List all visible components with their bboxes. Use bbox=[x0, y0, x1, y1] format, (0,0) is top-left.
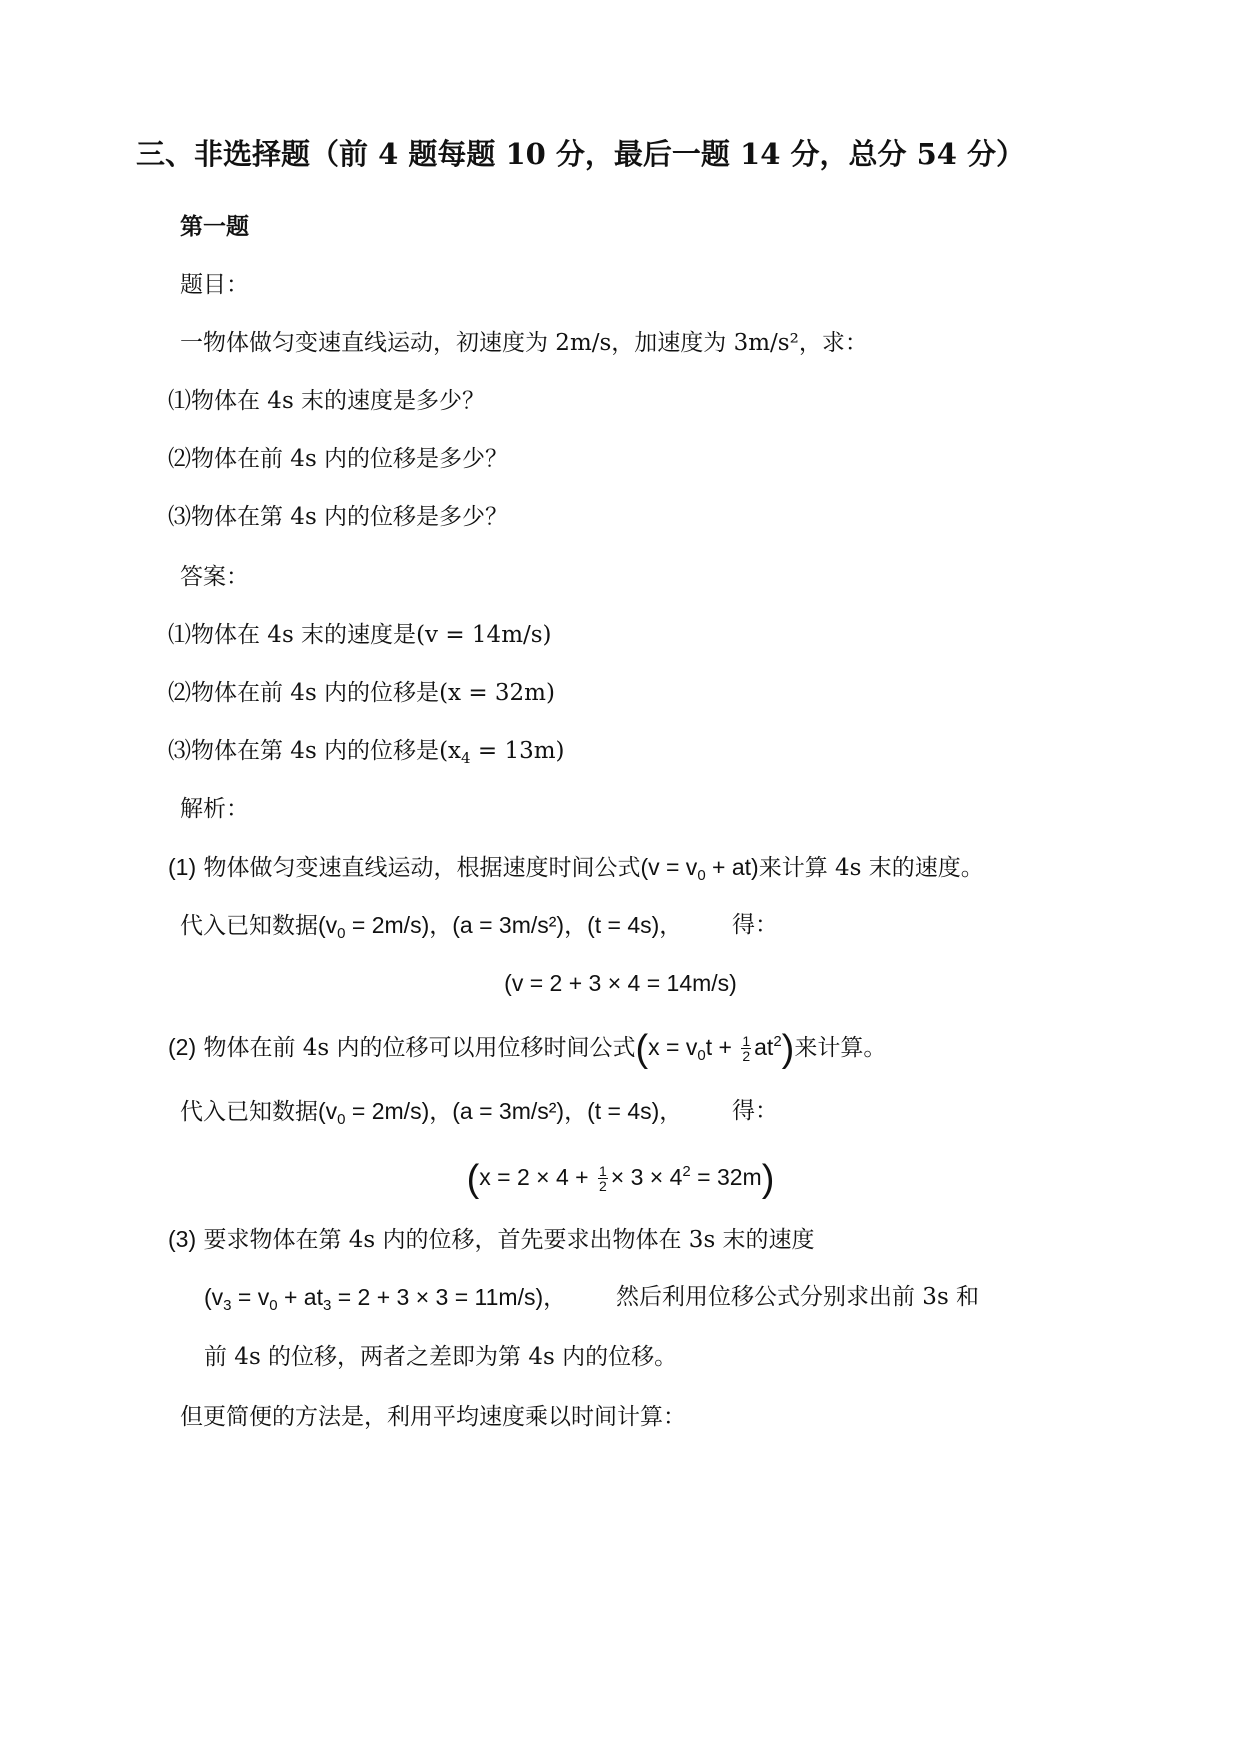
analysis-3-text: 要求物体在第 4s 内的位移，首先要求出物体在 3s 末的速度 bbox=[203, 1227, 815, 1253]
velocity-formula: $(v = v_0 + at)$ bbox=[640, 854, 759, 884]
known-data-2: 代入已知数据$(v_0 = 2m/s)$，(a = 3m/s²)，(t = 4s)， bbox=[180, 1098, 683, 1128]
analysis-part-1 bbox=[168, 852, 984, 883]
analysis-1-text: 物体做匀变速直线运动，根据速度时间公式 bbox=[203, 855, 641, 881]
known-t: (t = 4s) bbox=[587, 1098, 660, 1124]
half-fraction: $\frac{1}{2}$ bbox=[598, 1163, 607, 1195]
question-heading: 第一题 bbox=[180, 213, 249, 240]
known-v0: $(v_0 = 2m/s)$ bbox=[318, 912, 430, 942]
sub-question-1: ⑴物体在 4s 末的速度是多少？ bbox=[168, 388, 486, 414]
half-fraction: $\frac{1}{2}$ bbox=[742, 1033, 751, 1065]
analysis-3-number: (3) bbox=[168, 1226, 197, 1252]
answer-2-text: ⑵物体在前 4s 内的位移是 bbox=[168, 680, 440, 706]
known-v0: $(v_0 = 2m/s)$ bbox=[318, 1098, 430, 1128]
answer-3 bbox=[168, 736, 565, 766]
known-a: (a = 3m/s²) bbox=[452, 912, 565, 938]
displacement-formula: ($x = v_0t$ + $\frac{1}{2}$ $at^2$) bbox=[635, 1028, 795, 1070]
question-text: 一物体做匀变速直线运动，初速度为 2m/s，加速度为 3m/s²，求： bbox=[180, 330, 868, 356]
analysis-2-tail: 来计算。 bbox=[794, 1035, 887, 1061]
analysis-part-2 bbox=[168, 1028, 887, 1070]
answer-1-text: ⑴物体在 4s 末的速度是 bbox=[168, 622, 417, 648]
analysis-2-text: 物体在前 4s 内的位移可以用位移时间公式 bbox=[203, 1035, 636, 1061]
answer-label: 答案： bbox=[180, 564, 249, 590]
answer-3-text: ⑶物体在第 4s 内的位移是 bbox=[168, 738, 440, 764]
analysis-1-tail: 来计算 4s 末的速度。 bbox=[758, 855, 984, 881]
velocity-result: (v = 2 + 3 × 4 = 14m/s) bbox=[504, 970, 737, 996]
analysis-1-number: (1) bbox=[168, 854, 197, 880]
known-t: (t = 4s) bbox=[587, 912, 660, 938]
answer-3-math: $(x_4 = 13m)$ bbox=[439, 738, 565, 767]
answer-1-math: (v = 14m/s) bbox=[416, 622, 552, 648]
simpler-method: 但更简便的方法是，利用平均速度乘以时间计算： bbox=[180, 1404, 686, 1430]
displacement-result: (x = 2 × 4 + $\frac{1}{2}$ × $3 \times 4^2 = 32m$) bbox=[466, 1158, 775, 1200]
known-a: (a = 3m/s²) bbox=[452, 1098, 565, 1124]
get-label-2: 得： bbox=[732, 1098, 778, 1124]
analysis-part-3 bbox=[168, 1224, 815, 1255]
answer-2 bbox=[168, 678, 555, 708]
question-label: 题目： bbox=[180, 272, 249, 298]
analysis-3-continuation-1: 然后利用位移公式分别求出前 3s 和 bbox=[616, 1284, 980, 1310]
v3-formula: $(v_3 = v_0 + at_3 = 2 + 3 \times 3 = 11m/s)$， bbox=[204, 1284, 567, 1314]
sub-question-3: ⑶物体在第 4s 内的位移是多少？ bbox=[168, 504, 509, 530]
answer-1 bbox=[168, 620, 552, 650]
known-data-1-prefix: 代入已知数据 bbox=[180, 913, 318, 939]
answer-2-math: (x = 32m) bbox=[439, 680, 555, 706]
analysis-label: 解析： bbox=[180, 796, 249, 822]
analysis-3-continuation-2: 前 4s 的位移，两者之差即为第 4s 内的位移。 bbox=[204, 1344, 678, 1370]
known-data-1: 代入已知数据$(v_0 = 2m/s)$，(a = 3m/s²)，(t = 4s)， bbox=[180, 912, 683, 942]
section-title: 三、非选择题（前 4 题每题 10 分，最后一题 14 分，总分 54 分） bbox=[136, 137, 1026, 171]
analysis-2-number: (2) bbox=[168, 1034, 197, 1060]
sub-question-2: ⑵物体在前 4s 内的位移是多少？ bbox=[168, 446, 509, 472]
known-data-2-prefix: 代入已知数据 bbox=[180, 1099, 318, 1125]
get-label-1: 得： bbox=[732, 912, 778, 938]
